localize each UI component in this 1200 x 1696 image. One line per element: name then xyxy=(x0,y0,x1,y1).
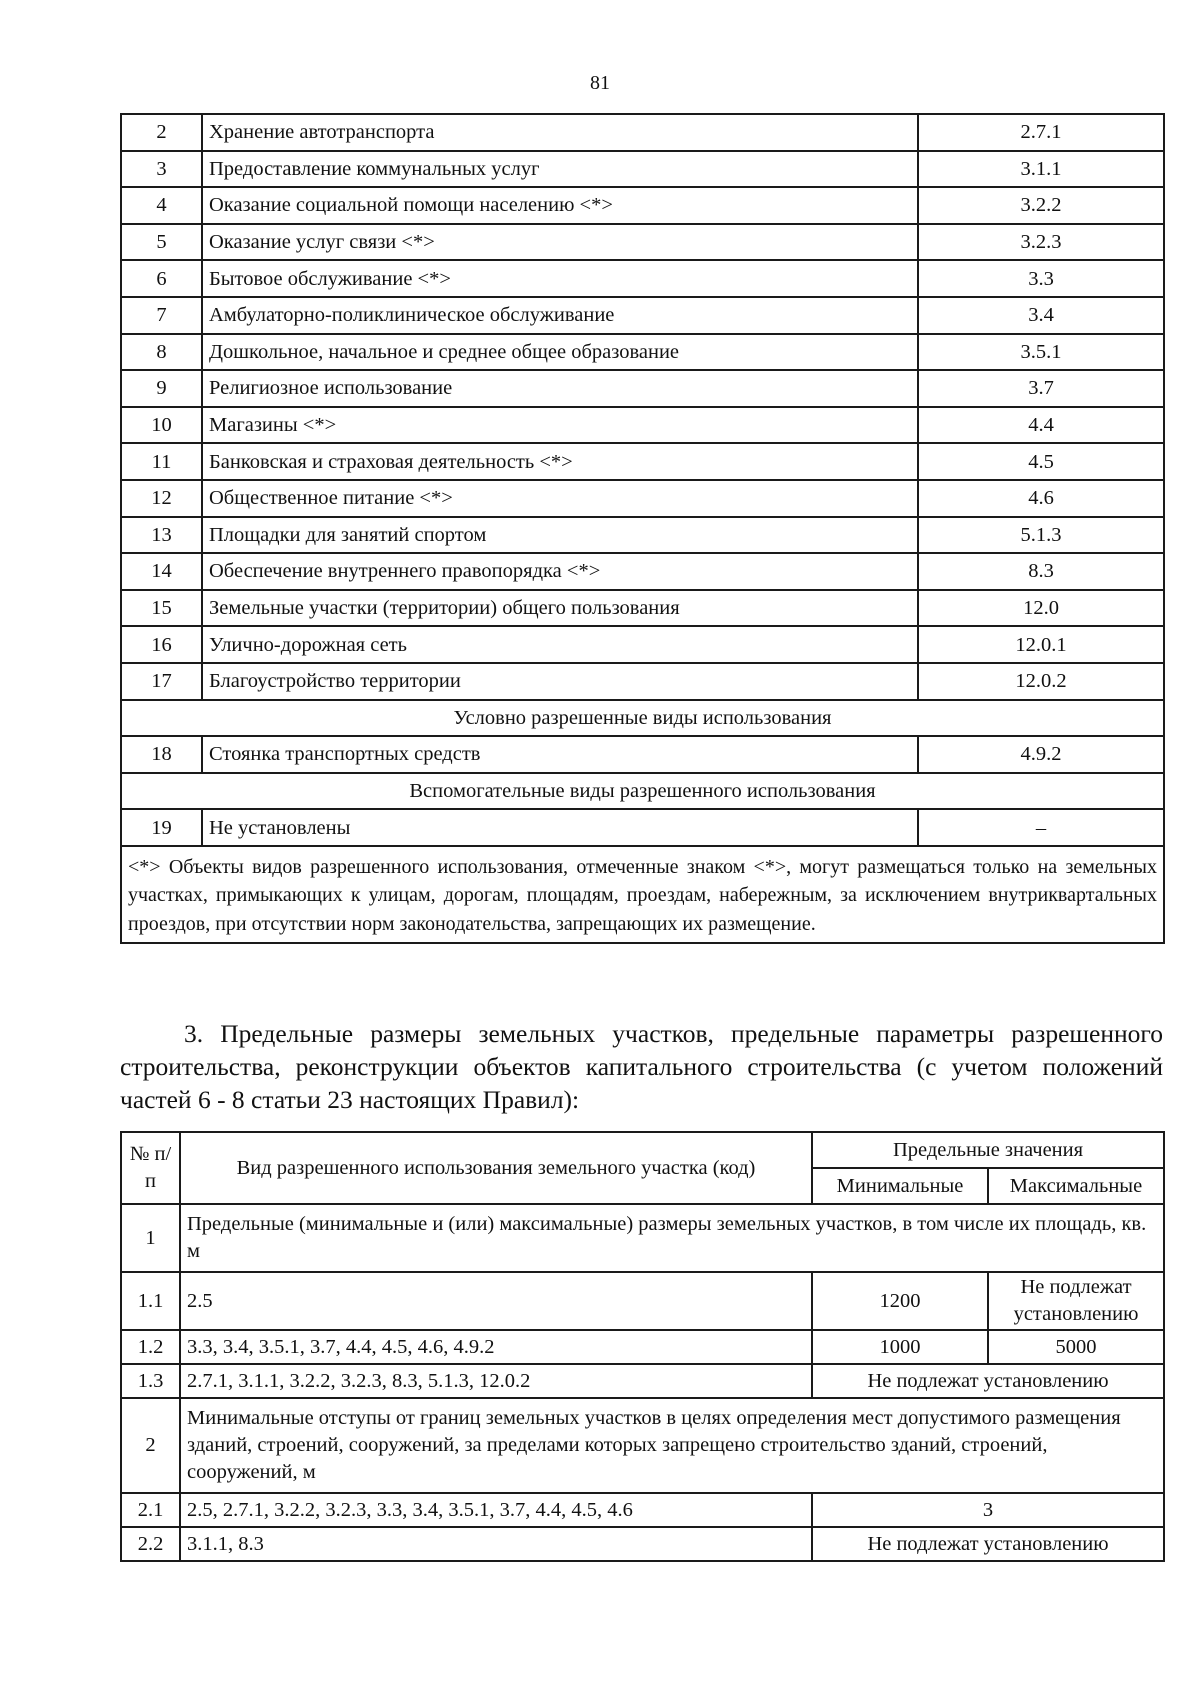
use-name: Оказание услуг связи <*> xyxy=(202,224,918,261)
row-number: 6 xyxy=(121,260,202,297)
row-number: 1.2 xyxy=(121,1330,180,1364)
header-row xyxy=(121,1132,1164,1168)
row-number: 13 xyxy=(121,517,202,554)
table-row xyxy=(121,809,1164,846)
row-number: 10 xyxy=(121,407,202,444)
table-row xyxy=(121,1330,1164,1364)
row-number: 2.2 xyxy=(121,1527,180,1561)
row-number: 15 xyxy=(121,590,202,627)
table-row xyxy=(121,187,1164,224)
row-number: 18 xyxy=(121,736,202,773)
row-number: 1 xyxy=(121,1204,180,1272)
use-name: Не установлены xyxy=(202,809,918,846)
use-code: 12.0.1 xyxy=(918,626,1164,663)
row-number: 8 xyxy=(121,334,202,371)
table-row xyxy=(121,407,1164,444)
table-row xyxy=(121,114,1164,151)
row-number: 4 xyxy=(121,187,202,224)
use-name: Амбулаторно-поликлиническое обслуживание xyxy=(202,297,918,334)
use-name: Банковская и страховая деятельность <*> xyxy=(202,443,918,480)
use-codes: 3.1.1, 8.3 xyxy=(180,1527,812,1561)
group-row xyxy=(121,1398,1164,1493)
use-name: Обеспечение внутреннего правопорядка <*> xyxy=(202,553,918,590)
section-title: Условно разрешенные виды использования xyxy=(121,700,1164,737)
table-row xyxy=(121,334,1164,371)
table-row xyxy=(121,480,1164,517)
use-code: 3.4 xyxy=(918,297,1164,334)
permitted-uses-table xyxy=(120,113,1165,944)
limit-value: 3 xyxy=(812,1493,1164,1527)
row-number: 3 xyxy=(121,151,202,188)
use-name: Земельные участки (территории) общего пользования xyxy=(202,590,918,627)
table-row xyxy=(121,443,1164,480)
use-name: Бытовое обслуживание <*> xyxy=(202,260,918,297)
max-value: Не подлежат установлению xyxy=(988,1272,1164,1330)
row-number: 12 xyxy=(121,480,202,517)
table-row xyxy=(121,1364,1164,1398)
row-number: 1.3 xyxy=(121,1364,180,1398)
row-number: 11 xyxy=(121,443,202,480)
use-name: Религиозное использование xyxy=(202,370,918,407)
header-min: Минимальные xyxy=(812,1168,988,1204)
footnote-row xyxy=(121,846,1164,944)
row-number: 1.1 xyxy=(121,1272,180,1330)
use-code: 12.0 xyxy=(918,590,1164,627)
use-code: 4.4 xyxy=(918,407,1164,444)
header-kind: Вид разрешенного использования земельного участка (код) xyxy=(180,1132,812,1204)
use-code: 3.2.3 xyxy=(918,224,1164,261)
use-name: Дошкольное, начальное и среднее общее образование xyxy=(202,334,918,371)
main-uses-rows xyxy=(121,114,1164,700)
section-paragraph: 3. Предельные размеры земельных участков, предельные параметры разрешенного строительства, реконструкции объектов капитального строительства (с учетом положений частей 6 - 8 статьи 23 настоящих Правил): xyxy=(120,1019,1163,1114)
use-code: – xyxy=(918,809,1164,846)
table-row xyxy=(121,151,1164,188)
use-code: 3.1.1 xyxy=(918,151,1164,188)
row-number: 19 xyxy=(121,809,202,846)
row-number: 2.1 xyxy=(121,1493,180,1527)
row-number: 14 xyxy=(121,553,202,590)
row-number: 7 xyxy=(121,297,202,334)
use-code: 3.7 xyxy=(918,370,1164,407)
use-name: Улично-дорожная сеть xyxy=(202,626,918,663)
use-code: 3.5.1 xyxy=(918,334,1164,371)
use-name: Магазины <*> xyxy=(202,407,918,444)
footnote: <*> Объекты видов разрешенного использования, отмеченные знаком <*>, могут размещаться только на земельных участках, примыкающих к улицам, дорогам, площадям, проездам, набережным, за исключением внутриквартальных проездов, при отсутствии норм законодательства, запрещающих их размещение. xyxy=(121,846,1164,944)
row-number: 2 xyxy=(121,1398,180,1493)
use-code: 4.6 xyxy=(918,480,1164,517)
table-row xyxy=(121,553,1164,590)
group-row xyxy=(121,1204,1164,1272)
group-title: Предельные (минимальные и (или) максимальные) размеры земельных участков, в том числе их площадь, кв. м xyxy=(180,1204,1164,1272)
use-name: Оказание социальной помощи населению <*> xyxy=(202,187,918,224)
table-row xyxy=(121,1272,1164,1330)
section-row-conditional xyxy=(121,700,1164,737)
row-number: 17 xyxy=(121,663,202,700)
use-name: Стоянка транспортных средств xyxy=(202,736,918,773)
header-max: Максимальные xyxy=(988,1168,1164,1204)
use-code: 8.3 xyxy=(918,553,1164,590)
table-row xyxy=(121,260,1164,297)
limit-value: Не подлежат установлению xyxy=(812,1527,1164,1561)
use-name: Хранение автотранспорта xyxy=(202,114,918,151)
use-name: Благоустройство территории xyxy=(202,663,918,700)
page-number: 81 xyxy=(590,72,610,94)
use-codes: 3.3, 3.4, 3.5.1, 3.7, 4.4, 4.5, 4.6, 4.9.2 xyxy=(180,1330,812,1364)
section-title: Вспомогательные виды разрешенного использования xyxy=(121,773,1164,810)
use-code: 4.9.2 xyxy=(918,736,1164,773)
max-value: 5000 xyxy=(988,1330,1164,1364)
table-row xyxy=(121,1527,1164,1561)
use-code: 3.3 xyxy=(918,260,1164,297)
section-row-auxiliary xyxy=(121,773,1164,810)
table-row xyxy=(121,370,1164,407)
row-number: 9 xyxy=(121,370,202,407)
use-name: Площадки для занятий спортом xyxy=(202,517,918,554)
use-codes: 2.5, 2.7.1, 3.2.2, 3.2.3, 3.3, 3.4, 3.5.1, 3.7, 4.4, 4.5, 4.6 xyxy=(180,1493,812,1527)
use-code: 5.1.3 xyxy=(918,517,1164,554)
use-code: 2.7.1 xyxy=(918,114,1164,151)
header-limits: Предельные значения xyxy=(812,1132,1164,1168)
row-number: 16 xyxy=(121,626,202,663)
table-row xyxy=(121,663,1164,700)
limit-value: Не подлежат установлению xyxy=(812,1364,1164,1398)
use-name: Предоставление коммунальных услуг xyxy=(202,151,918,188)
use-codes: 2.7.1, 3.1.1, 3.2.2, 3.2.3, 8.3, 5.1.3, 12.0.2 xyxy=(180,1364,812,1398)
table-row xyxy=(121,626,1164,663)
table-row xyxy=(121,736,1164,773)
row-number: 5 xyxy=(121,224,202,261)
use-code: 4.5 xyxy=(918,443,1164,480)
table-row xyxy=(121,517,1164,554)
table-row xyxy=(121,590,1164,627)
table-row xyxy=(121,224,1164,261)
table-row xyxy=(121,1493,1164,1527)
use-code: 3.2.2 xyxy=(918,187,1164,224)
limits-table xyxy=(120,1131,1165,1562)
use-codes: 2.5 xyxy=(180,1272,812,1330)
use-code: 12.0.2 xyxy=(918,663,1164,700)
use-name: Общественное питание <*> xyxy=(202,480,918,517)
group-title: Минимальные отступы от границ земельных участков в целях определения мест допустимого размещения зданий, строений, сооружений, за пределами которых запрещено строительство зданий, строений, сооружений, м xyxy=(180,1398,1164,1493)
table-row xyxy=(121,297,1164,334)
min-value: 1000 xyxy=(812,1330,988,1364)
row-number: 2 xyxy=(121,114,202,151)
header-num: № п/п xyxy=(121,1132,180,1204)
min-value: 1200 xyxy=(812,1272,988,1330)
